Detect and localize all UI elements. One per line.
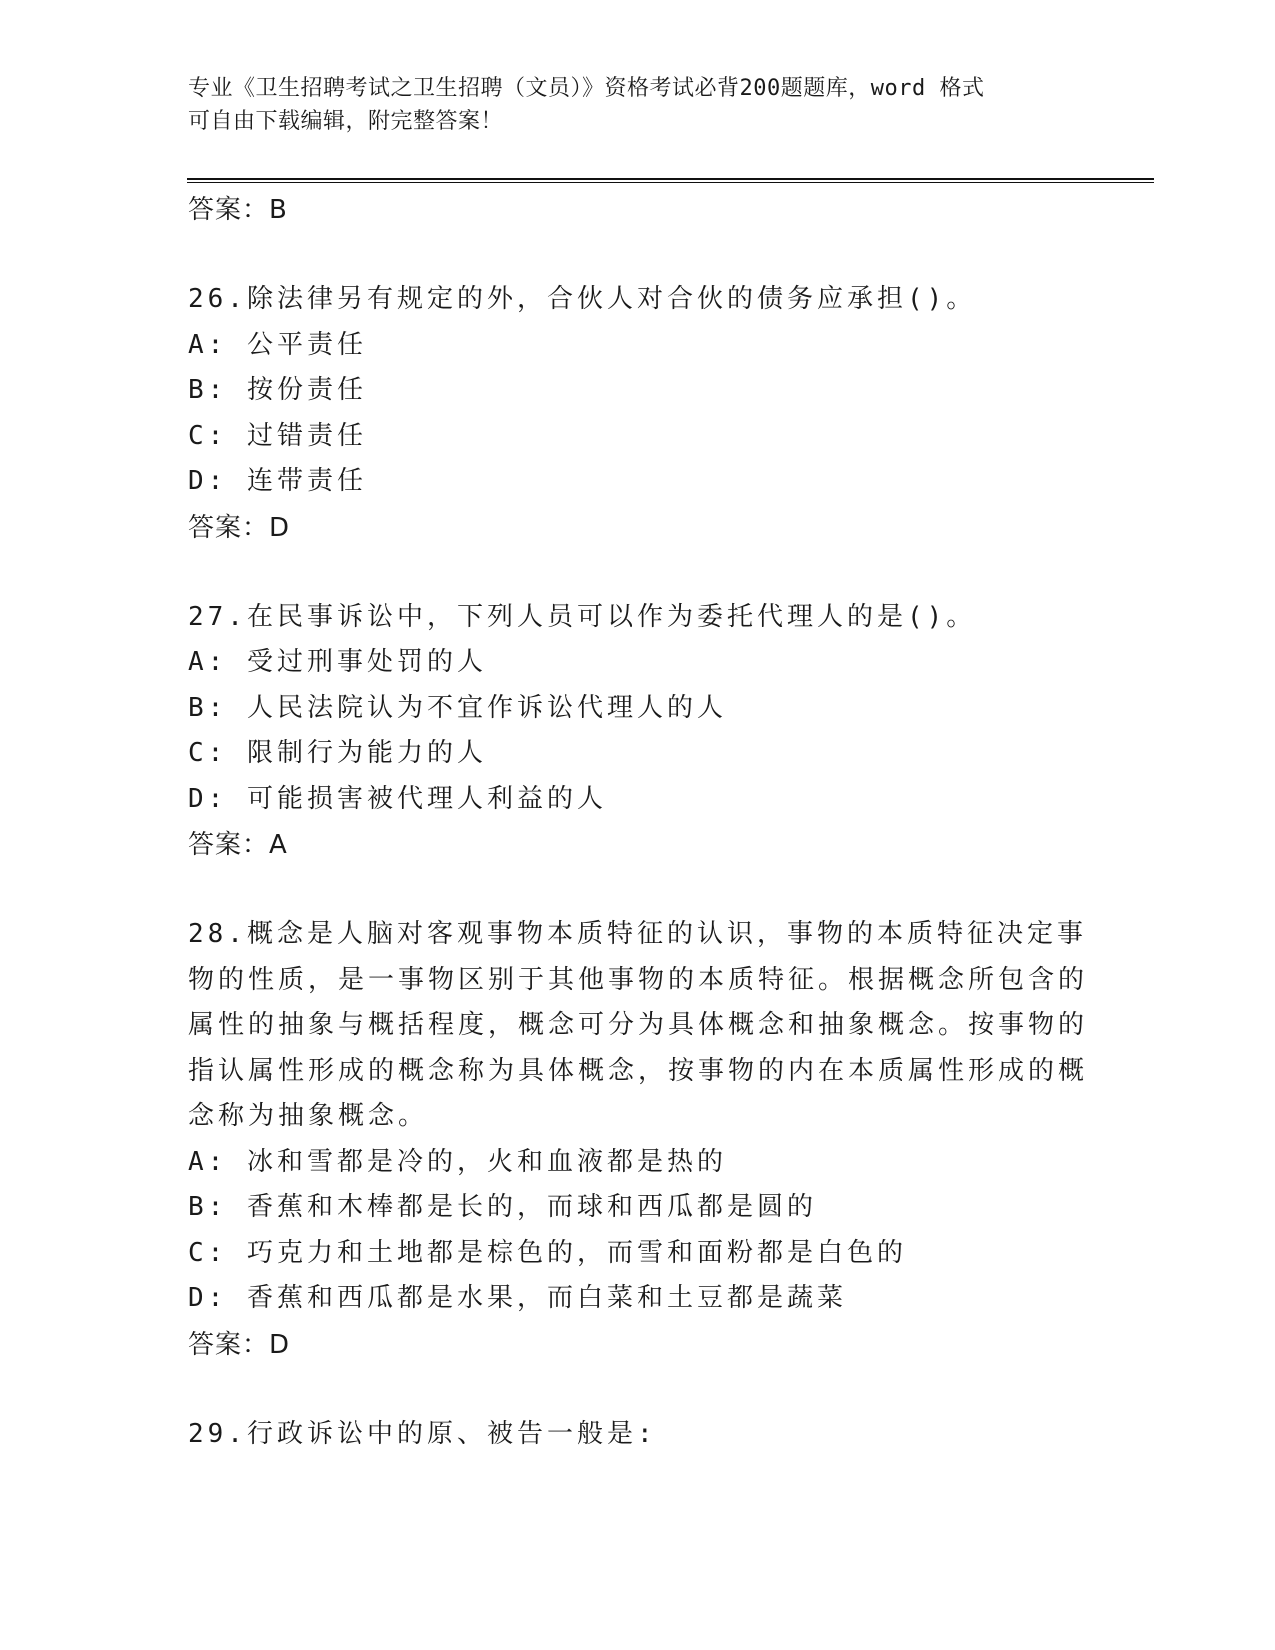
answer-line <box>188 822 1088 868</box>
question-stem: 28.概念是人脑对客观事物本质特征的认识，事物的本质特征决定事物的性质，是一事物区别于其他事物的本质特征。根据概念所包含的属性的抽象与概括程度，概念可分为具体概念和抽象概念。按事物的指认属性形成的概念称为具体概念，按事物的内在本质属性形成的概念称为抽象概念。 <box>188 919 1089 1131</box>
answer-prefix: 答案： <box>188 1329 270 1360</box>
question-stem: 26.除法律另有规定的外，合伙人对合伙的债务应承担()。 <box>188 284 977 314</box>
option-letter: C: <box>188 420 228 451</box>
option-letter: D: <box>188 1283 228 1313</box>
option-d <box>188 459 1088 505</box>
option-c <box>188 414 1088 460</box>
answer-line <box>188 505 1088 551</box>
option-b <box>188 1185 1088 1231</box>
option-letter: B: <box>188 1192 228 1222</box>
question-stem: 29.行政诉讼中的原、被告一般是: <box>188 1418 657 1449</box>
question-27 <box>188 595 1088 869</box>
document-header <box>188 72 1068 138</box>
option-c <box>188 1231 1088 1277</box>
answer-value: D <box>269 512 291 543</box>
answer-value: D <box>269 1329 291 1360</box>
option-letter: D: <box>188 783 228 814</box>
question-29 <box>188 1412 1088 1458</box>
header-line-2: 可自由下载编辑，附完整答案！ <box>188 109 504 134</box>
option-d <box>188 1276 1088 1322</box>
answer-value: B <box>269 195 288 225</box>
option-b <box>188 368 1088 414</box>
question-list <box>188 187 1088 1457</box>
option-text: 受过刑事处罚的人 <box>246 647 487 677</box>
header-line-1: 专业《卫生招聘考试之卫生招聘（文员）》资格考试必背200题题库，word 格式 <box>188 76 985 101</box>
option-text: 巧克力和土地都是棕色的，而雪和面粉都是白色的 <box>246 1237 907 1268</box>
option-text: 香蕉和西瓜都是水果，而白菜和土豆都是蔬菜 <box>246 1283 847 1313</box>
option-a <box>188 640 1088 686</box>
option-text: 可能损害被代理人利益的人 <box>246 783 607 814</box>
option-text: 连带责任 <box>246 466 367 496</box>
question-28 <box>188 912 1088 1368</box>
answer-line <box>188 187 1088 233</box>
answer-value: A <box>269 830 288 860</box>
option-c <box>188 731 1088 777</box>
option-text: 香蕉和木棒都是长的，而球和西瓜都是圆的 <box>246 1192 817 1222</box>
option-text: 限制行为能力的人 <box>246 738 487 768</box>
option-text: 按份责任 <box>246 375 367 405</box>
option-text: 冰和雪都是冷的，火和血液都是热的 <box>246 1146 727 1177</box>
option-b <box>188 686 1088 732</box>
option-letter: B: <box>188 375 228 405</box>
answer-prefix: 答案： <box>188 195 270 225</box>
option-letter: B: <box>188 692 228 723</box>
answer-line <box>188 1322 1088 1368</box>
option-letter: A: <box>188 329 228 360</box>
option-letter: C: <box>188 1237 228 1268</box>
option-a <box>188 323 1088 369</box>
answer-prefix: 答案： <box>188 830 270 860</box>
question-stem: 27.在民事诉讼中，下列人员可以作为委托代理人的是()。 <box>188 601 977 632</box>
question-26 <box>188 277 1088 551</box>
option-text: 人民法院认为不宜作诉讼代理人的人 <box>246 692 727 723</box>
option-letter: A: <box>188 647 228 677</box>
option-letter: D: <box>188 466 228 496</box>
option-letter: C: <box>188 738 228 768</box>
option-a <box>188 1140 1088 1186</box>
answer-prefix: 答案： <box>188 512 270 543</box>
option-letter: A: <box>188 1146 228 1177</box>
option-text: 过错责任 <box>246 420 367 451</box>
header-divider <box>187 178 1154 183</box>
option-d <box>188 777 1088 823</box>
option-text: 公平责任 <box>246 329 367 360</box>
